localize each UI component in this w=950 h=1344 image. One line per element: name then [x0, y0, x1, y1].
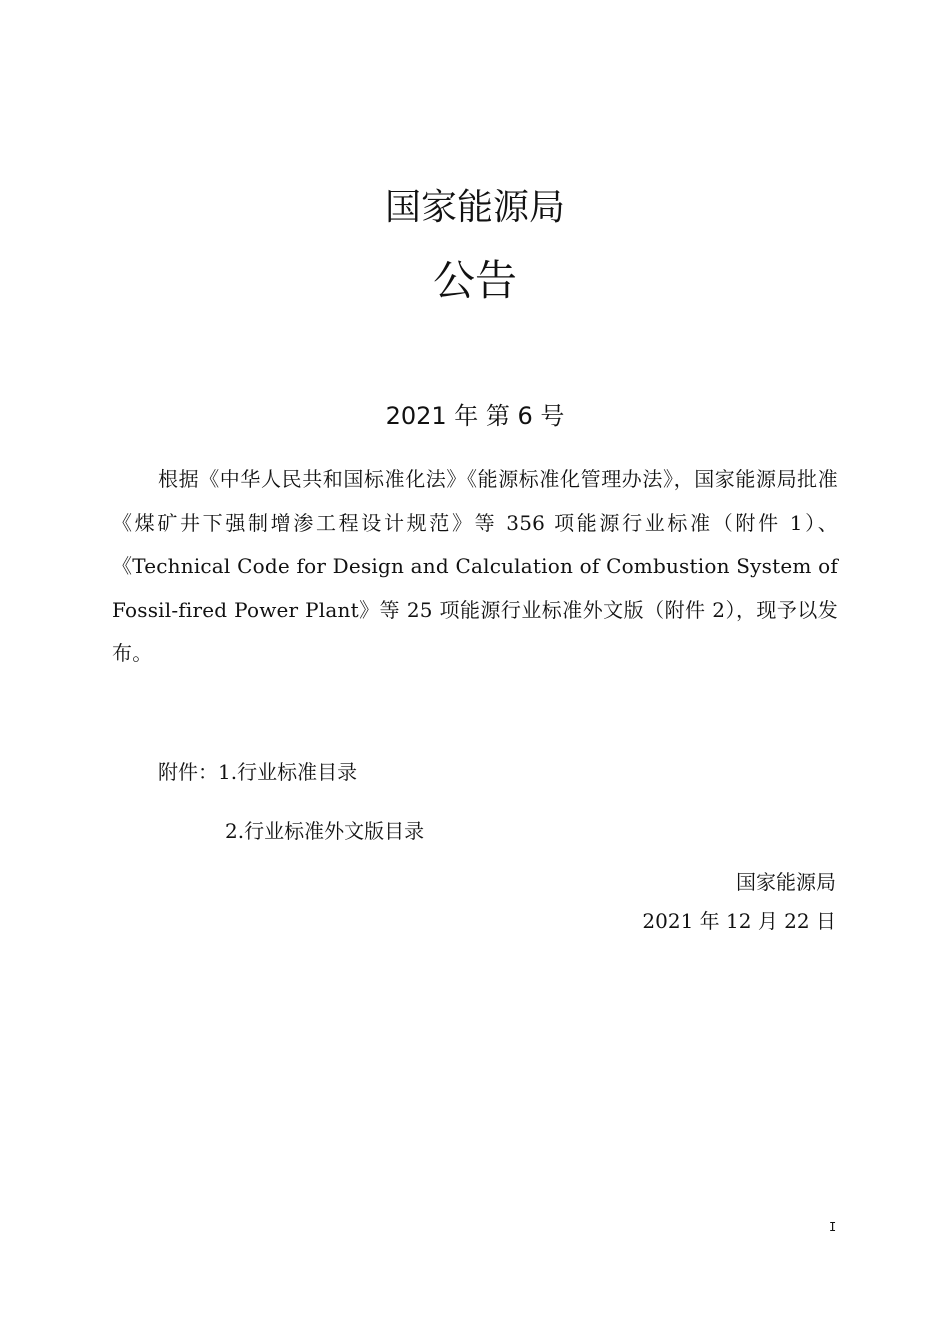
page-number: I	[829, 1220, 837, 1234]
attachment-item-1: 附件：1.行业标准目录	[158, 760, 358, 784]
document-type-title: 公告	[432, 256, 517, 305]
document-number: 2021 年 第 6 号	[385, 402, 565, 430]
attachment-item-2: 2.行业标准外文版目录	[225, 819, 425, 843]
signature-date: 2021 年 12 月 22 日	[642, 909, 836, 933]
agency-title: 国家能源局	[384, 187, 565, 228]
signature-issuer: 国家能源局	[736, 870, 836, 894]
announcement-body-paragraph: 根据《中华人民共和国标准化法》《能源标准化管理办法》，国家能源局批准《煤矿井下强制增渗工程设计规范》等 356 项能源行业标准（附件 1）、《Technical Code for Design and Calculation of Combustion System of Fossil-fired Power Plant》等 25 项能源行业标准外文版（附件 2），现予以发布。	[112, 467, 838, 665]
